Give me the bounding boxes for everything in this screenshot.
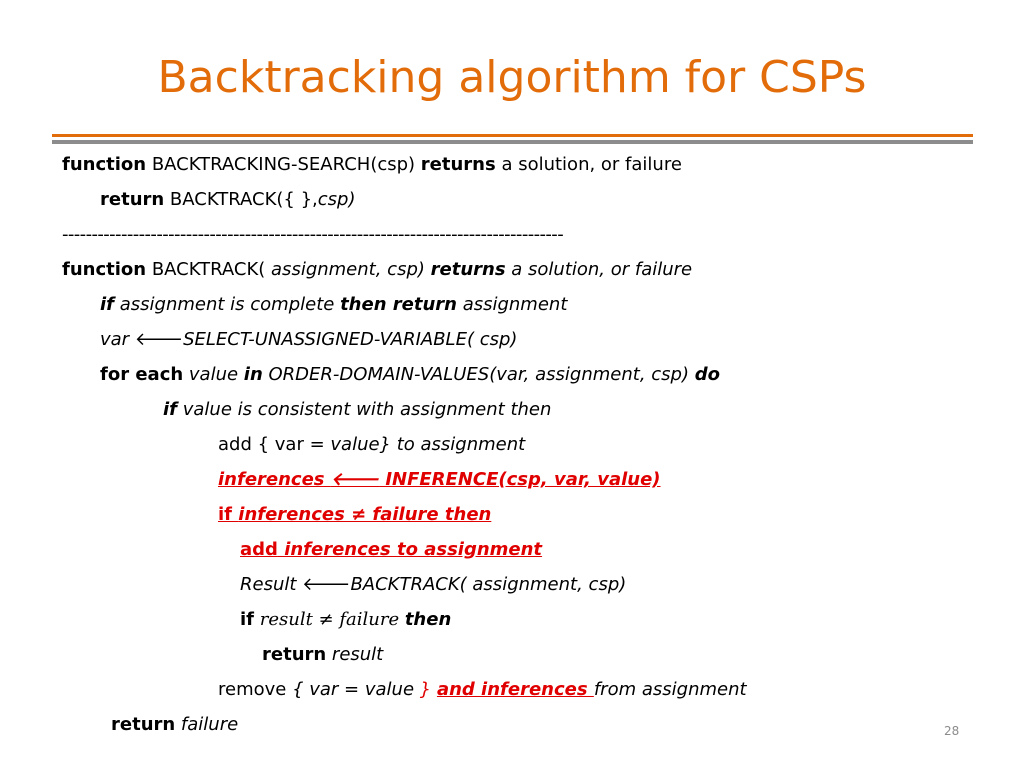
and-inferences: and inferences xyxy=(436,679,594,700)
keyword-function: function xyxy=(62,154,147,175)
code-line-13 xyxy=(240,609,451,631)
keyword-in: in xyxy=(243,364,263,385)
page-number: 28 xyxy=(944,724,960,738)
select-call: SELECT-UNASSIGNED-VARIABLE( csp) xyxy=(183,329,518,350)
keyword-for-each: for each xyxy=(100,364,184,385)
separator-line: ------------------------------------------------------------------------------------- xyxy=(62,224,564,245)
keyword-if: if xyxy=(100,294,115,315)
code-line-11 xyxy=(240,539,542,561)
function-args: assignment, csp) xyxy=(271,259,431,280)
keyword-do: do xyxy=(694,364,720,385)
condition: value is consistent with assignment then xyxy=(177,399,552,420)
keyword-if: if xyxy=(240,609,255,630)
keyword-function: function xyxy=(62,259,147,280)
loop-var: value xyxy=(183,364,244,385)
backtrack-call: BACKTRACK( assignment, csp) xyxy=(350,574,627,595)
code-line-8 xyxy=(218,434,525,456)
closing-brace: } xyxy=(419,679,432,700)
code-line-3 xyxy=(62,259,692,281)
left-arrow-icon: 🡐 xyxy=(330,469,380,490)
left-arrow-icon: 🡐 xyxy=(302,574,351,595)
keyword-returns: returns xyxy=(420,154,496,175)
add-inferences: inferences to assignment xyxy=(277,539,543,560)
code-line-15 xyxy=(218,679,747,701)
keyword-add: add xyxy=(240,539,278,560)
return-description: a solution, or failure xyxy=(495,154,682,175)
from-assignment: from assignment xyxy=(593,679,747,700)
code-line-10 xyxy=(218,504,491,526)
return-value: assignment xyxy=(456,294,568,315)
code-line-7 xyxy=(163,399,551,421)
left-arrow-icon: 🡐 xyxy=(134,329,184,350)
keyword-then: then xyxy=(404,609,452,630)
result-var: Result xyxy=(240,574,303,595)
return-value: failure xyxy=(175,714,239,735)
code-line-2 xyxy=(100,189,356,211)
add-statement-rest: value} to assignment xyxy=(330,434,526,455)
code-line-4 xyxy=(100,294,567,316)
keyword-return: return xyxy=(111,714,176,735)
condition: result ≠ failure xyxy=(254,609,405,630)
keyword-return: return xyxy=(262,644,327,665)
backtrack-call: BACKTRACK({ }, xyxy=(164,189,318,210)
order-call: ORDER-DOMAIN-VALUES(var, assignment, csp) xyxy=(262,364,695,385)
keyword-returns: returns xyxy=(430,259,506,280)
return-description: a solution, or failure xyxy=(505,259,693,280)
function-signature: BACKTRACKING-SEARCH(csp) xyxy=(146,154,421,175)
code-line-6 xyxy=(100,364,720,386)
code-line-1 xyxy=(62,154,682,176)
function-signature: BACKTRACK( xyxy=(146,259,272,280)
return-value: result xyxy=(326,644,384,665)
remove-statement: remove xyxy=(218,679,293,700)
var-name: var xyxy=(100,329,135,350)
code-line-5 xyxy=(100,329,517,351)
code-line-12 xyxy=(240,574,626,596)
condition: inferences ≠ failure then xyxy=(238,504,492,525)
add-statement: add { var = xyxy=(218,434,331,455)
code-line-14 xyxy=(262,644,383,666)
slide-title: Backtracking algorithm for CSPs xyxy=(157,52,867,103)
keyword-return: return xyxy=(100,189,165,210)
keyword-if: if xyxy=(218,504,239,525)
code-line-9 xyxy=(218,469,661,491)
code-line-16 xyxy=(111,714,238,736)
condition: assignment is complete xyxy=(114,294,341,315)
backtrack-call-arg: csp) xyxy=(317,189,356,210)
keyword-then-return: then return xyxy=(340,294,457,315)
inferences-var: inferences xyxy=(218,469,331,490)
inference-call: INFERENCE(csp, var, value) xyxy=(379,469,661,490)
keyword-if: if xyxy=(163,399,178,420)
remove-binding: { var = value xyxy=(292,679,420,700)
